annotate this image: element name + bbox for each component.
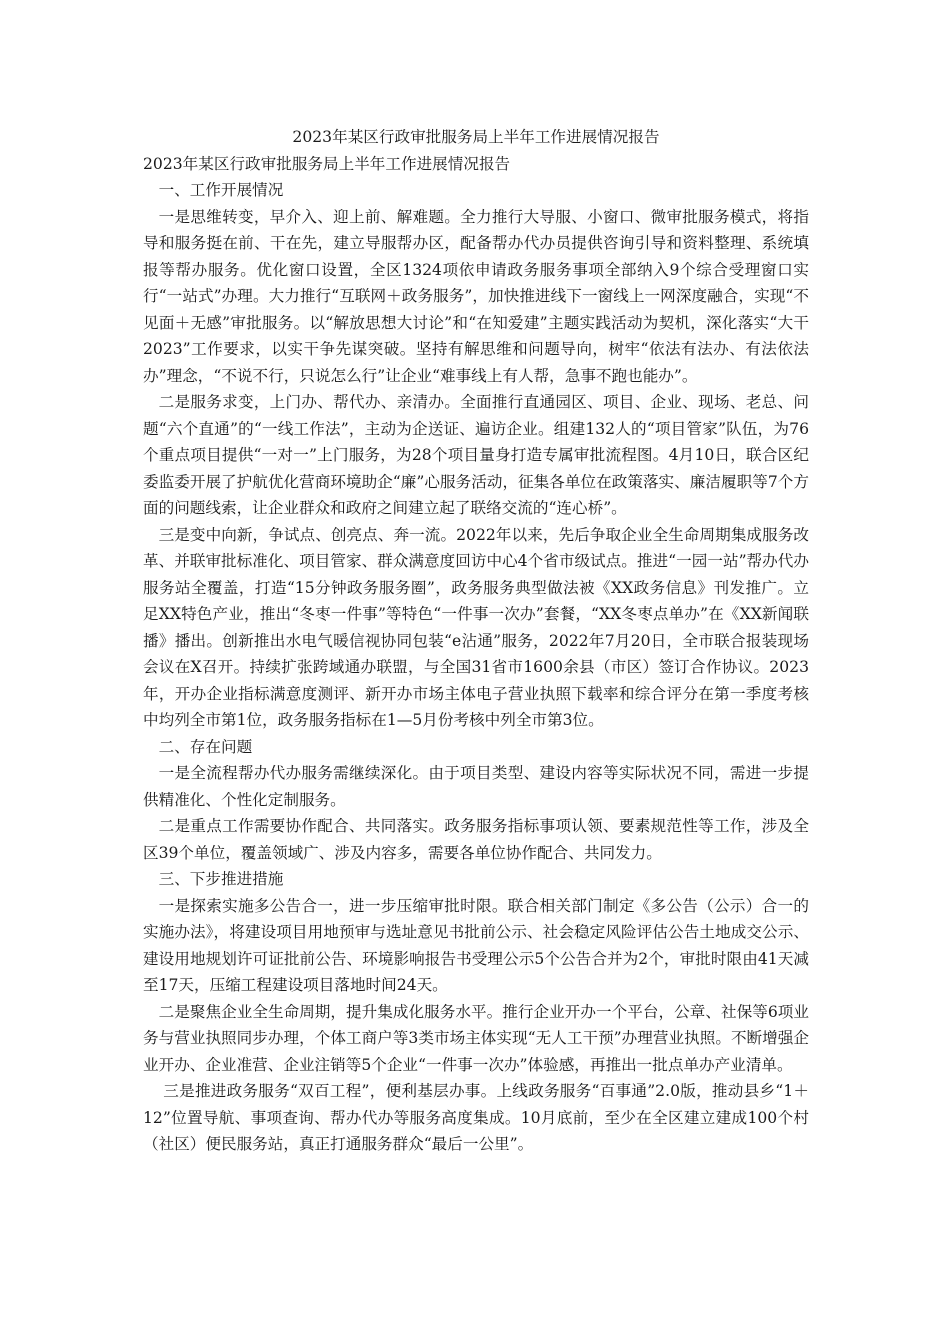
section-heading: 三、下步推进措施 [158, 870, 284, 888]
paragraph: 三是推进政务服务“双百工程”，便利基层办事。上线政务服务“百事通”2.0版，推动县乡“1＋12”位置导航、事项查询、帮办代办等服务高度集成。10月底前，至少在全区建立建成100个村（社区）便民服务站，真正打通服务群众“最后一公里”。 [143, 1082, 809, 1153]
paragraph: 三是变中向新，争试点、创亮点、奔一流。2022年以来，先后争取企业全生命周期集成服务改革、并联审批标准化、项目管家、群众满意度回访中心4个省市级试点。推进“一园一站”帮办代办服务站全覆盖，打造“15分钟政务服务圈”，政务服务典型做法被《XX政务信息》刊发推广。立足XX特色产业，推出“冬枣一件事”等特色“一件事一次办”套餐，“XX冬枣点单办”在《XX新闻联播》播出。创新推出水电气暖信视协同包装“e沾通”服务，2022年7月20日，全市联合报装现场会议在X召开。持续扩张跨域通办联盟，与全国31省市1600余县（市区）签订合作协议。2023年，开办企业指标满意度测评、新开办市场主体电子营业执照下载率和综合评分在第一季度考核中均列全市第1位，政务服务指标在1—5月份考核中列全市第3位。 [143, 525, 809, 729]
document-title: 2023年某区行政审批服务局上半年工作进展情况报告 [292, 128, 660, 146]
paragraph: 二是重点工作需要协作配合、共同落实。政务服务指标事项认领、要素规范性等工作，涉及全区39个单位，覆盖领域广、涉及内容多，需要各单位协作配合、共同发力。 [143, 817, 809, 862]
paragraph: 一是探索实施多公告合一，进一步压缩审批时限。联合相关部门制定《多公告（公示）合一的实施办法》，将建设项目用地预审与选址意见书批前公示、社会稳定风险评估公告土地成交公示、建设用地规划许可证批前公告、环境影响报告书受理公示5个公告合并为2个，审批时限由41天减至17天，压缩工程建设项目落地时间24天。 [143, 896, 809, 994]
paragraph: 二是聚焦企业全生命周期，提升集成化服务水平。推行企业开办一个平台，公章、社保等6项业务与营业执照同步办理，个体工商户等3类市场主体实现“无人工干预”办理营业执照。不断增强企业开办、企业准营、企业注销等5个企业“一件事一次办”体验感，再推出一批点单办产业清单。 [143, 1002, 809, 1074]
section-heading: 二、存在问题 [158, 737, 253, 756]
paragraph: 一是全流程帮办代办服务需继续深化。由于项目类型、建设内容等实际状况不同，需进一步提供精准化、个性化定制服务。 [143, 764, 809, 809]
paragraph: 二是服务求变，上门办、帮代办、亲清办。全面推行直通园区、项目、企业、现场、老总、问题“六个直通”的“一线工作法”，主动为企送证、遍访企业。组建132人的“项目管家”队伍，为76个重点项目提供“一对一”上门服务，为28个项目量身打造专属审批流程图。4月10日，联合区纪委监委开展了护航优化营商环境助企“廉”心服务活动，征集各单位在政策落实、廉洁履职等7个方面的问题线索，让企业群众和政府之间建立起了联络交流的“连心桥”。 [143, 393, 809, 517]
section-heading: 一、工作开展情况 [158, 181, 284, 199]
paragraph: 一是思维转变，早介入、迎上前、解难题。全力推行大导服、小窗口、微审批服务模式，将指导和服务挺在前、干在先，建立导服帮办区，配备帮办代办员提供咨询引导和资料整理、系统填报等帮办服务。优化窗口设置，全区1324项依申请政务服务事项全部纳入9个综合受理窗口实行“一站式”办理。大力推行“互联网＋政务服务”，加快推进线下一窗线上一网深度融合，实现“不见面＋无感”审批服务。以“解放思想大讨论”和“在知爱建”主题实践活动为契机，深化落实“大干2023”工作要求，以实干争先谋突破。坚持有解思维和问题导向，树牢“依法有法办、有法依法办”理念，“不说不行，只说怎么行”让企业“难事线上有人帮，急事不跑也能办”。 [143, 207, 809, 385]
document-subtitle: 2023年某区行政审批服务局上半年工作进展情况报告 [143, 154, 511, 173]
document-page [143, 124, 809, 1158]
